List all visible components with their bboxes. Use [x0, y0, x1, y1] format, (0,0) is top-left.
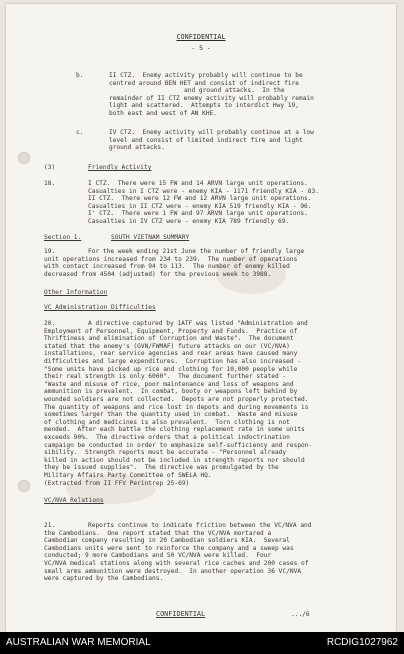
classification-bottom: CONFIDENTIAL [156, 610, 206, 618]
vc-admin-heading: VC Administration Difficulties [44, 304, 156, 311]
text-line: with contact increased from 94 to 113. The number of enemy killed [44, 263, 290, 271]
archive-name: AUSTRALIAN WAR MEMORIAL [6, 637, 151, 648]
punch-hole-top [18, 152, 30, 164]
text-line: For the week ending 21st June the number of friendly large [88, 248, 305, 255]
punch-hole-bottom [18, 480, 30, 492]
text-line: remainder of II CTZ enemy activity will probably remain [109, 94, 314, 102]
text-line: Employment of Personnel, Equipment, Property and Funds. Practice of [44, 327, 298, 335]
text-line: campaign be conducted in order to emphasize self-sufficiency and respon- [44, 441, 313, 449]
text-line: and ground attacks. In the [184, 87, 285, 95]
text-line: Cambodian company resulting in 20 Cambodian soldiers KIA. Several [44, 537, 290, 545]
classification-top: CONFIDENTIAL [176, 33, 226, 41]
text-line: centred around BEN HET and consist of indirect fire [109, 79, 299, 87]
text-line: Casualties in IV CTZ were - enemy KIA 789 friendly 69. [88, 218, 290, 225]
text-line: Casualties in I CTZ were - enemy KIA - 1171 friendly KIA - 83. [88, 187, 319, 195]
text-line: of clothing and medicines is also prevalent. Torn clothing is not [44, 418, 290, 426]
text-line: "Waste and misuse of rice, poor maintenance and loss of weapons and [44, 380, 294, 388]
text-line: II CTZ. There were 12 FW and 12 ARVN large unit operations. [88, 195, 312, 203]
text-line: light and scattered. Attempts to interdict Hwy 19, [109, 102, 299, 110]
text-line: decreased from 4504 (adjusted) for the previous week to 3988. [44, 270, 272, 278]
item-c-label: c. [76, 129, 84, 136]
text-line: both east and west of AN KHE. [109, 110, 218, 117]
other-info-heading: Other Information [44, 289, 108, 296]
continuation-mark: .../6 [291, 611, 310, 618]
text-line: their real strength is only 6000". The document further stated - [44, 373, 287, 381]
friendly-number: (3) [44, 164, 56, 171]
text-line: level and consist of limited indirect fire and light [109, 136, 303, 144]
text-line: were captured by the Cambodians. [44, 575, 164, 583]
text-line: Thriftiness and elimination of Corruption and Waste". The document [44, 335, 294, 343]
section-1-heading: SOUTH VIETNAM SUMMARY [111, 234, 190, 241]
text-line: Cambodians units were sent to reinforce the company and a sweep was [44, 544, 294, 552]
text-line: installations, rear service agencies and rear areas have caused many [44, 350, 298, 358]
text-line: "Some units have picked up rice and clothing for 10,000 people while [44, 365, 298, 373]
document-page [6, 4, 396, 632]
text-line: I' CTZ. There were 1 FW and 97 ARVN large unit operations. [88, 210, 308, 218]
text-line: VC/NVA medical stations along with several rice caches and 200 cases of [44, 560, 309, 567]
text-line: difficulties and large expenditures. Corruption has also increased - [44, 358, 302, 365]
text-line: the Cambodians. One report stated that the VC/NVA mortared a [44, 529, 272, 537]
item-b-label: b. [76, 72, 84, 79]
text-line: unit operations increased from 234 to 239. The number of operations [44, 255, 298, 263]
para-20-number: 20. [44, 320, 56, 327]
archive-footer [0, 632, 404, 654]
text-line: mended. After each battle the clothing replacement rate in some units [44, 426, 305, 434]
page-number: - 5 - [191, 44, 211, 52]
text-line: exceeds 90%. The directive orders that a political indoctrination [44, 434, 290, 441]
text-line: Reports continue to indicate friction between the VC/NVA and [88, 522, 312, 529]
section-1-label: Section 1. [44, 234, 82, 241]
text-line: stated that the enemy's (GVN/FWMAF) future attacks on our (VC/NVA) [44, 342, 290, 350]
text-line: conducted; 9 more Cambodians and 50 VC/NVA were killed. Four [44, 552, 272, 560]
text-line: Military Affairs Party Committee of SWELA HQ. [44, 472, 212, 479]
text-line: small arms ammunition were destroyed. In another operation 36 VC/NVA [44, 567, 302, 575]
text-line: killed in action should not be included in strength reports nor should [44, 456, 305, 464]
relations-heading: VC/NVA Relations [44, 497, 104, 504]
para-18-number: 18. [44, 180, 56, 187]
text-line: sometimes larger than the quantity used in combat. Waste and misuse [44, 411, 298, 419]
text-line: A directive captured by 1ATF was listed "Administration and [88, 320, 308, 327]
text-line: The quantity of weapons and rice lost in depots and during movements is [44, 403, 309, 411]
text-line: they be issued supplies". The directive was promulgated by the [44, 464, 279, 472]
text-line: IV CTZ. Enemy activity will probably continue at a low [109, 129, 314, 136]
text-line: ammunition is prevalent. In combat, booty or weapons left behind by [44, 388, 298, 396]
text-line: sibility. Strength reports must be accurate - "Personnel already [44, 449, 287, 457]
friendly-heading: Friendly Activity [88, 164, 152, 171]
text-line: (Extracted from II FFV Perintrep 25-69) [44, 479, 190, 487]
archive-id: RCDIG1027962 [326, 637, 398, 648]
text-line: Casualties in II CTZ were - enemy KIA 519 friendly KIA - 96. [88, 202, 312, 210]
para-21-number: 21. [44, 522, 56, 529]
text-line: wounded soldiers are not collected. Depots are not properly protected. [44, 396, 309, 403]
para-19-number: 19. [44, 248, 56, 255]
text-line: II CTZ. Enemy activity probably will continue to be [109, 72, 303, 79]
text-line: I CTZ. There were 15 FW and 14 ARVN large unit operations. [88, 180, 308, 187]
text-line: ground attacks. [109, 144, 165, 152]
